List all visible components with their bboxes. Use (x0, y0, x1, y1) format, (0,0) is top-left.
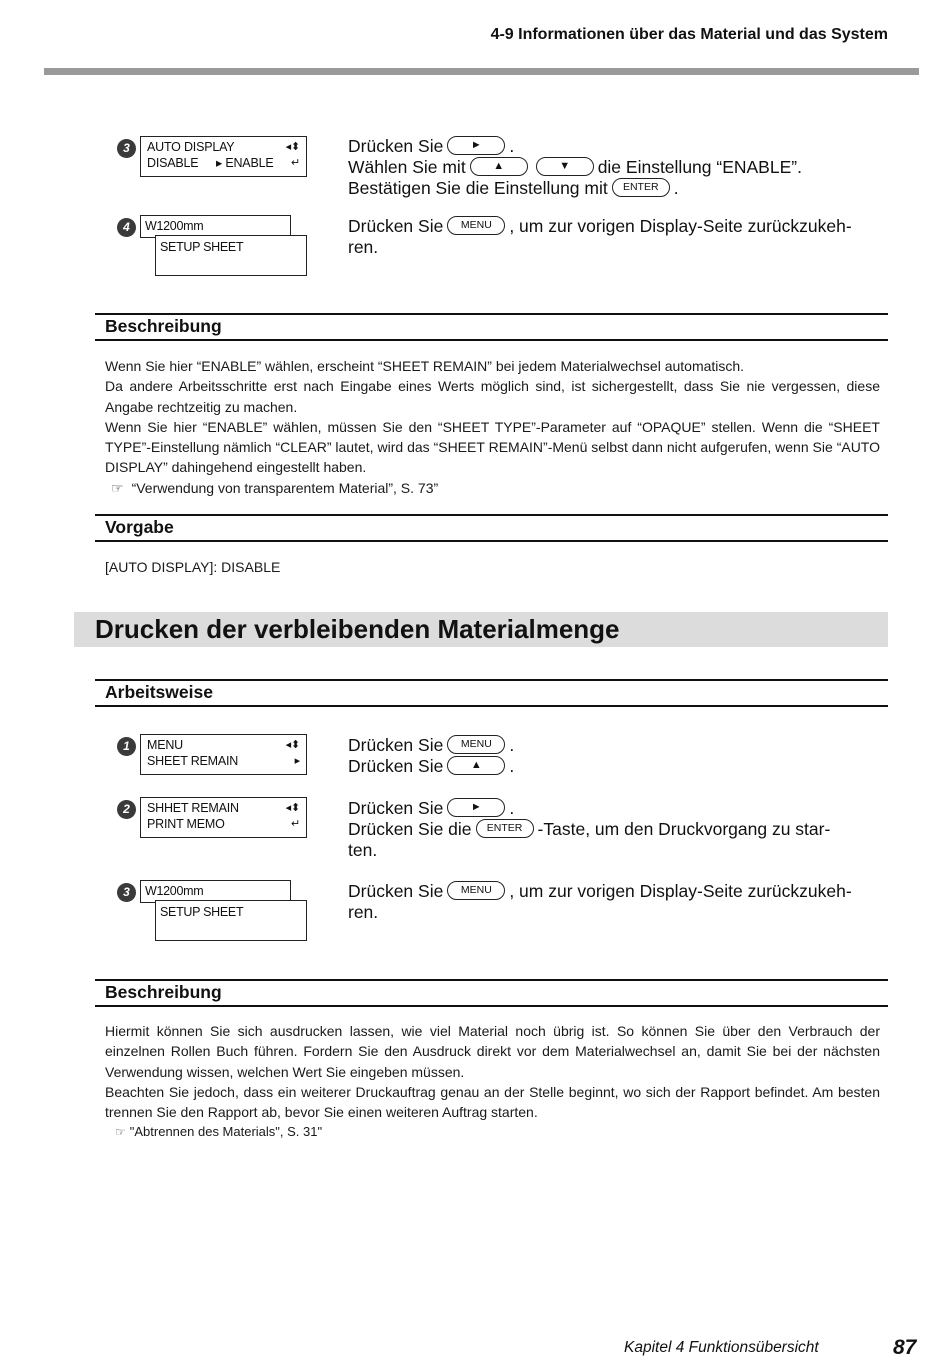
lcd-line: AUTO DISPLAY (147, 140, 235, 154)
lcd-display (140, 136, 307, 177)
step-number: 4 (117, 218, 136, 237)
instruction-text: , um zur vorigen Display-Seite zurückzukeh- (509, 216, 852, 236)
instruction-text: Drücken Sie (348, 756, 444, 776)
enter-key-icon: ENTER (476, 819, 534, 838)
paragraph: Beachten Sie jedoch, dass ein weiterer Druckauftrag genau an der Stelle beginnt, wo sich der Rapport befindet. Am besten trennen Sie den Rapport ab, bevor Sie einen weiteren Auftrag starten. (105, 1083, 880, 1121)
header-rule (44, 68, 919, 75)
cross-reference: “Verwendung von transparentem Material”, S. 73” (131, 479, 439, 496)
instruction-text: . (509, 735, 515, 755)
lcd-line: MENU (147, 738, 184, 752)
instruction-text: . (509, 798, 515, 818)
lcd-nav-icon: ◂⬍ (285, 802, 300, 814)
lcd-option: ▸ ENABLE (216, 156, 274, 170)
lcd-display-stack (140, 880, 310, 943)
instruction-text: Drücken Sie (348, 798, 444, 818)
instruction-text: die Einstellung “ENABLE”. (597, 157, 802, 177)
step-instructions (348, 735, 514, 777)
instruction-text: . (509, 756, 515, 776)
lcd-display (140, 797, 307, 838)
step-instructions (348, 216, 852, 258)
paragraph: Wenn Sie hier “ENABLE” wählen, müssen Sie den “SHEET TYPE”-Parameter auf “OPAQUE” stellen. Wenn die “SHEET TYPE”-Einstellung nämlich “CLEAR” lautet, wird das “SHEET REMAIN”-Menü selbst dann nicht aufgerufen, wenn Sie “AUTO DISPLAY” dahingehend eingestellt haben. (105, 418, 880, 476)
down-arrow-key-icon: ▼ (536, 157, 594, 176)
step-instructions (348, 881, 852, 923)
step-number: 3 (117, 883, 136, 902)
instruction-text: Drücken Sie (348, 216, 444, 236)
lcd-nav-icon: ◂⬍ (285, 141, 300, 153)
step-instructions (348, 798, 879, 861)
instruction-text: . (673, 178, 679, 198)
step-number: 3 (117, 139, 136, 158)
page-header-title: 4-9 Informationen über das Material und das System (490, 26, 888, 43)
right-arrow-key-icon: ► (447, 136, 505, 155)
menu-key-icon: MENU (447, 735, 505, 754)
page-number: 87 (893, 1336, 917, 1359)
pointing-hand-icon: ☞ (115, 1125, 126, 1140)
right-arrow-icon: ▸ (294, 755, 300, 767)
lcd-display-stack (140, 215, 310, 278)
footer-chapter: Kapitel 4 Funktionsübersicht (624, 1339, 819, 1356)
description-text (105, 1021, 880, 1143)
instruction-text: ten. (348, 840, 378, 860)
paragraph: Hiermit können Sie sich ausdrucken lassen, wie viel Material noch übrig ist. So können Sie über den Verbrauch der einzelnen Rollen Buch führen. Fordern Sie den Ausdruck direkt vor dem Materialwechsel an, damit Sie bei der nächsten Verwendung wissen, welchen Wert Sie eingeben müssen. (105, 1023, 880, 1080)
cross-reference: "Abtrennen des Materials", S. 31" (129, 1124, 323, 1140)
lcd-back-screen: W1200mm (140, 215, 291, 238)
step-instructions (348, 136, 802, 199)
section-heading: Vorgabe (95, 514, 888, 542)
page-section-title: Drucken der verbleibenden Materialmenge (74, 612, 888, 647)
lcd-display (140, 734, 307, 775)
pointing-hand-icon: ☞ (111, 479, 124, 496)
step-number: 2 (117, 800, 136, 819)
enter-key-icon: ENTER (612, 178, 670, 197)
instruction-text: -Taste, um den Druckvorgang zu star- (537, 819, 831, 839)
description-text (105, 356, 880, 498)
lcd-line: DISABLE (147, 156, 199, 170)
right-arrow-key-icon: ► (447, 798, 505, 817)
instruction-text: Drücken Sie (348, 136, 444, 156)
up-arrow-key-icon: ▲ (447, 756, 505, 775)
lcd-front-screen: SETUP SHEET (155, 235, 307, 276)
instruction-text: Wählen Sie mit (348, 157, 466, 177)
lcd-line: PRINT MEMO (147, 817, 225, 831)
instruction-text: ren. (348, 237, 379, 257)
step-number: 1 (117, 737, 136, 756)
lcd-back-screen: W1200mm (140, 880, 291, 903)
section-heading: Beschreibung (95, 979, 888, 1007)
instruction-text: , um zur vorigen Display-Seite zurückzukeh- (509, 881, 852, 901)
enter-icon: ↵ (290, 818, 300, 830)
instruction-text: Drücken Sie (348, 881, 444, 901)
instruction-text: . (509, 136, 515, 156)
instruction-text: Bestätigen Sie die Einstellung mit (348, 178, 608, 198)
enter-icon: ↵ (290, 157, 300, 169)
section-heading: Beschreibung (95, 313, 888, 341)
default-value-text: [AUTO DISPLAY]: DISABLE (105, 559, 281, 575)
lcd-front-screen: SETUP SHEET (155, 900, 307, 941)
lcd-nav-icon: ◂⬍ (285, 739, 300, 751)
paragraph: Da andere Arbeitsschritte erst nach Eingabe eines Werts möglich sind, ist sichergestellt, dass Sie nie vergessen, diese Angabe rechtzeitig zu machen. (105, 378, 880, 415)
menu-key-icon: MENU (447, 881, 505, 900)
lcd-line: SHEET REMAIN (147, 754, 239, 768)
lcd-line: SHHET REMAIN (147, 801, 239, 815)
section-heading: Arbeitsweise (95, 679, 888, 707)
menu-key-icon: MENU (447, 216, 505, 235)
instruction-text: Drücken Sie (348, 735, 444, 755)
paragraph: Wenn Sie hier “ENABLE” wählen, erscheint “SHEET REMAIN” bei jedem Materialwechsel automatisch. (105, 358, 745, 374)
instruction-text: ren. (348, 902, 379, 922)
instruction-text: Drücken Sie die (348, 819, 472, 839)
up-arrow-key-icon: ▲ (470, 157, 528, 176)
